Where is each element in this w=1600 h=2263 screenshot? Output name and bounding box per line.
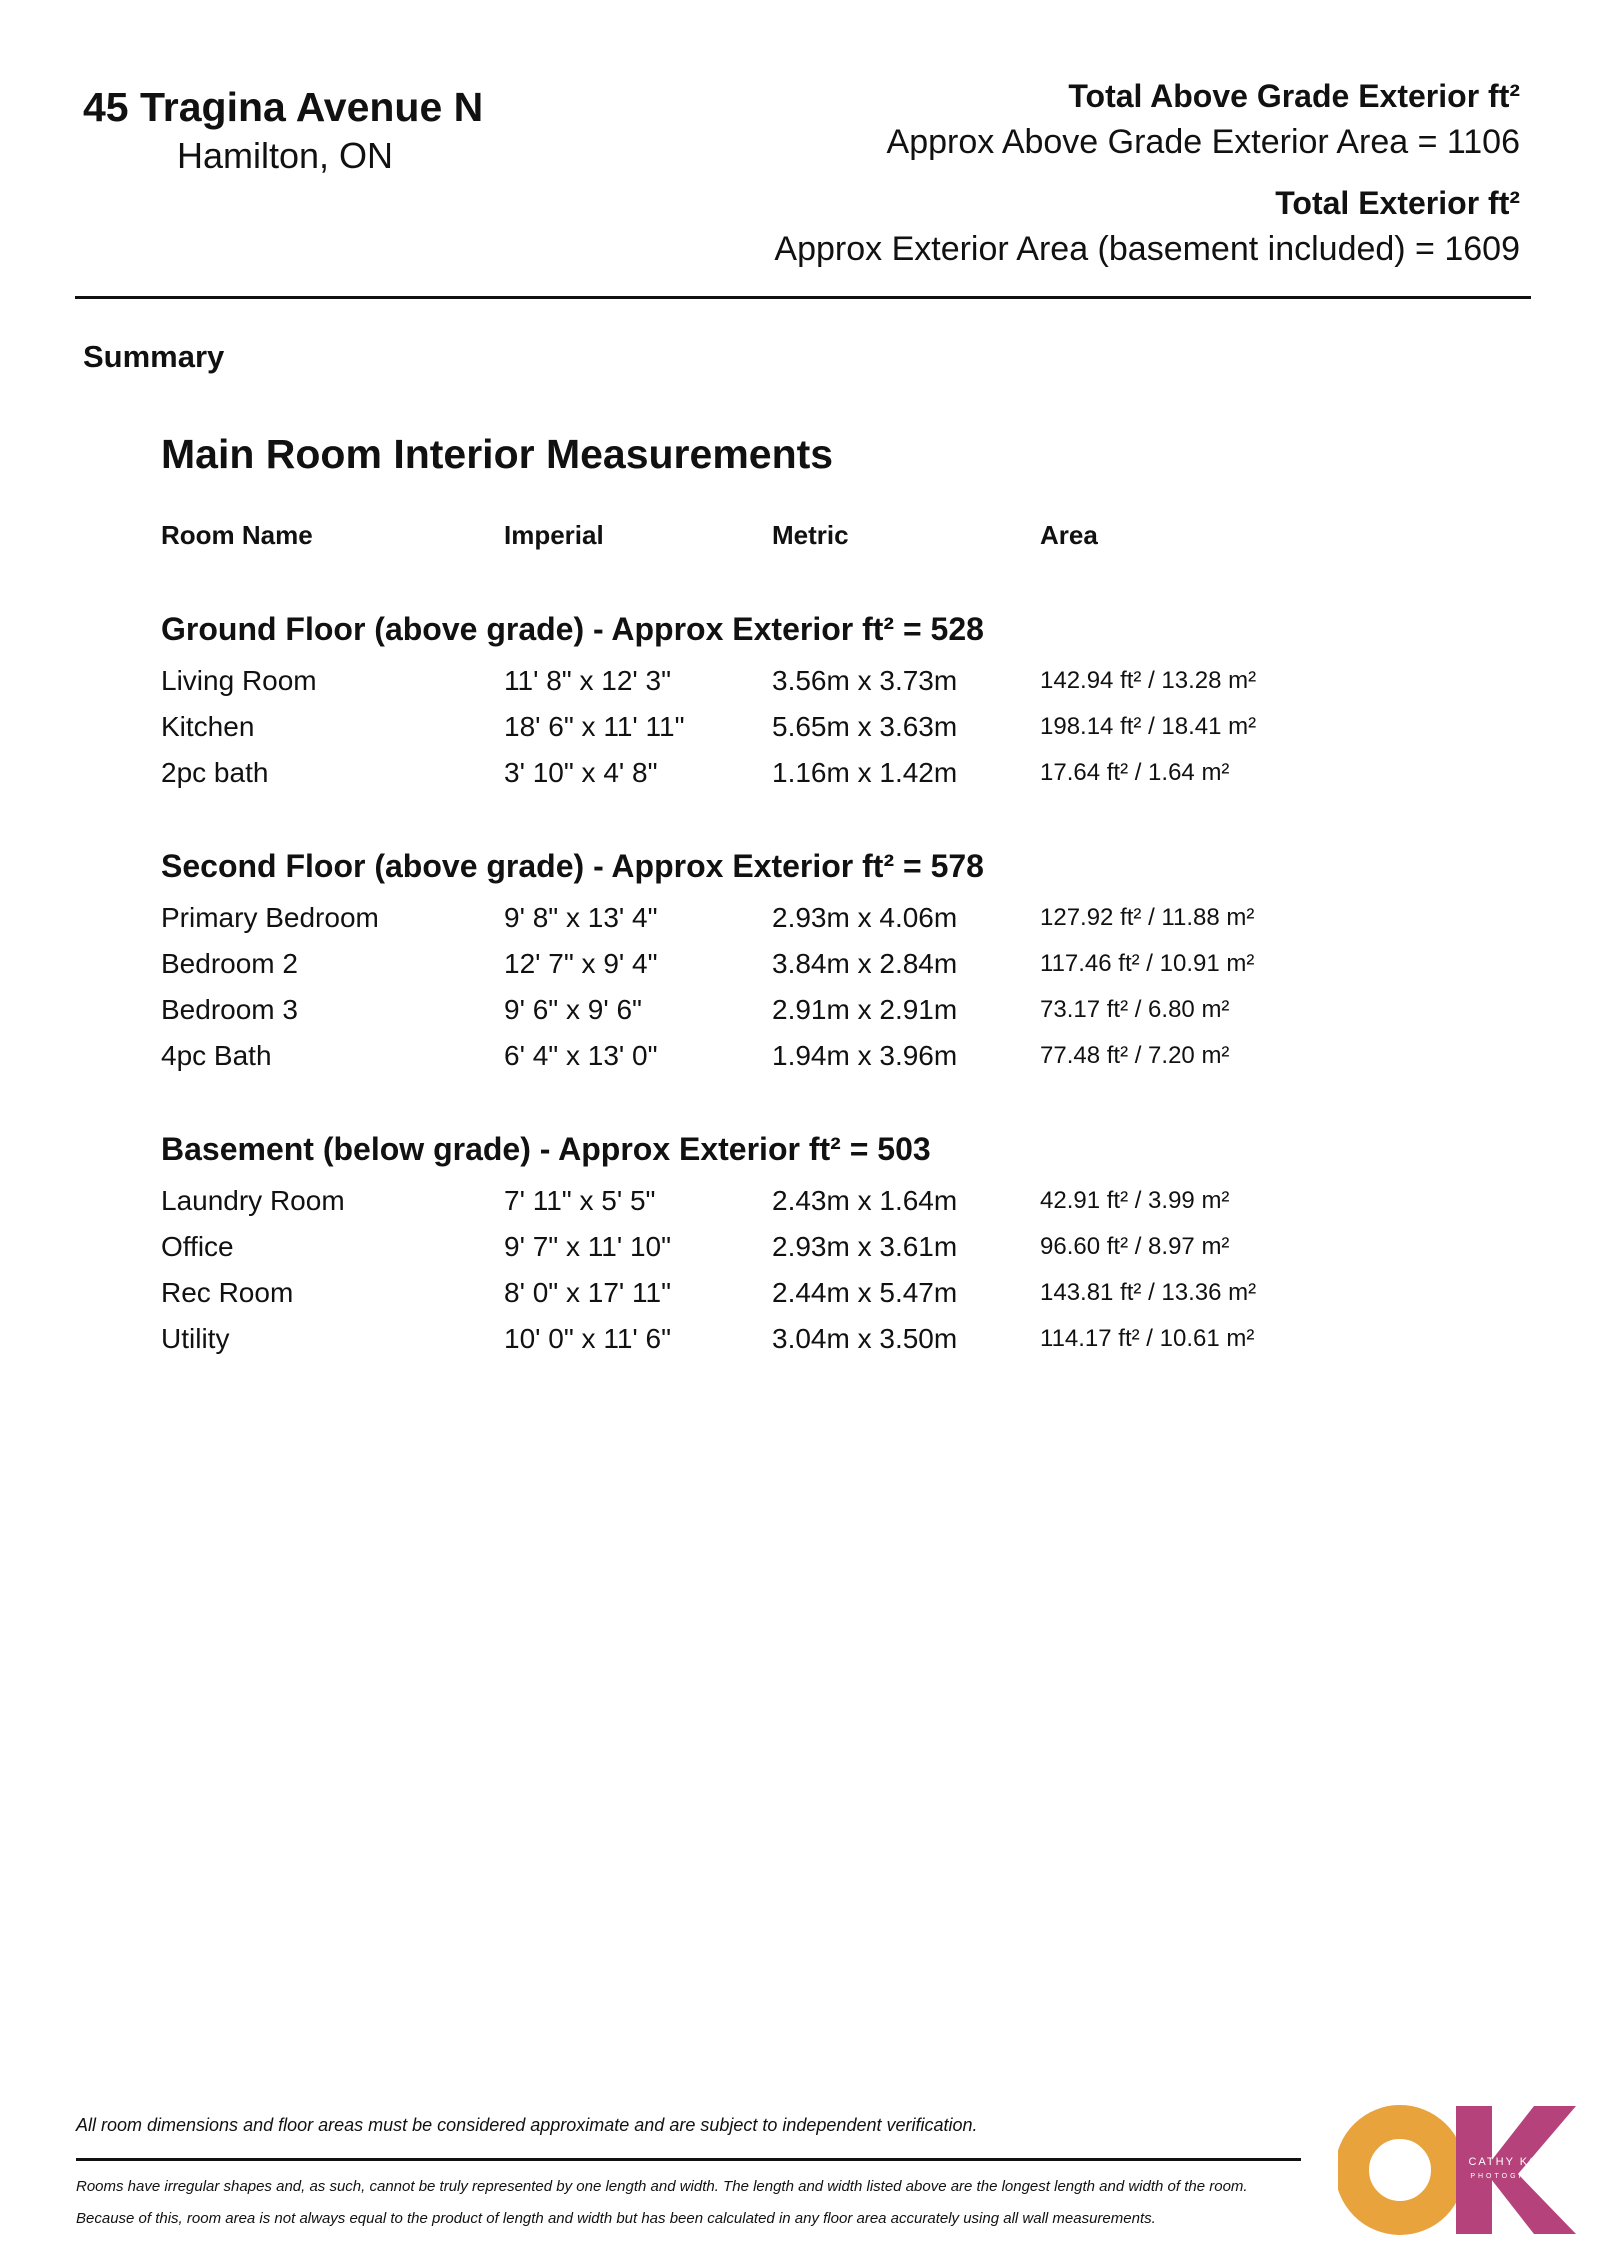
- room-name: Rec Room: [161, 1277, 294, 1308]
- room-name: Utility: [161, 1323, 230, 1354]
- footer-fine-print-2: Because of this, room area is not always equal to the product of length and width but has been calculated in any floor area accurately using all wall measurements.: [76, 2210, 1156, 2227]
- room-area: 117.46 ft² / 10.91 m²: [1040, 950, 1255, 977]
- table-row: [161, 750, 1461, 796]
- room-area: 127.92 ft² / 11.88 m²: [1040, 904, 1255, 931]
- room-imperial: 6' 4" x 13' 0": [504, 1040, 658, 1071]
- room-area: 17.64 ft² / 1.64 m²: [1040, 759, 1230, 786]
- room-name: Primary Bedroom: [161, 902, 379, 933]
- room-metric: 3.56m x 3.73m: [772, 665, 958, 696]
- column-header-room-name: Room Name: [161, 519, 313, 550]
- section-basement: [161, 1129, 1461, 1362]
- room-imperial: 9' 7" x 11' 10": [504, 1231, 672, 1262]
- room-area: 96.60 ft² / 8.97 m²: [1040, 1233, 1230, 1260]
- room-area: 114.17 ft² / 10.61 m²: [1040, 1325, 1255, 1352]
- total-exterior-title: Total Exterior ft²: [1275, 185, 1520, 221]
- room-imperial: 10' 0" x 11' 6": [504, 1323, 672, 1354]
- room-imperial: 7' 11" x 5' 5": [504, 1185, 656, 1216]
- room-metric: 2.93m x 3.61m: [772, 1231, 958, 1262]
- room-name: Living Room: [161, 665, 317, 696]
- room-name: Bedroom 3: [161, 994, 298, 1025]
- room-metric: 2.43m x 1.64m: [772, 1185, 958, 1216]
- header-divider: [75, 296, 1531, 299]
- section-title: Ground Floor (above grade) - Approx Exterior ft² = 528: [161, 611, 984, 647]
- room-name: Kitchen: [161, 711, 255, 742]
- svg-text:PHOTOGRAPHY: PHOTOGRAPHY: [1470, 2173, 1558, 2180]
- room-metric: 2.44m x 5.47m: [772, 1277, 958, 1308]
- footer-disclaimer: All room dimensions and floor areas must be considered approximate and are subject to independent verification.: [76, 2115, 978, 2135]
- total-exterior-value: Approx Exterior Area (basement included) = 1609: [774, 230, 1520, 268]
- address-street: 45 Tragina Avenue N: [83, 84, 484, 130]
- svg-text:CATHY KOOP: CATHY KOOP: [1468, 2156, 1560, 2168]
- room-name: Bedroom 2: [161, 948, 298, 979]
- room-area: 73.17 ft² / 6.80 m²: [1040, 996, 1230, 1023]
- room-area: 143.81 ft² / 13.36 m²: [1040, 1279, 1257, 1306]
- table-row: [161, 941, 1461, 987]
- above-grade-value: Approx Above Grade Exterior Area = 1106: [886, 123, 1520, 161]
- footer-divider: [76, 2158, 1301, 2161]
- section-title: Second Floor (above grade) - Approx Exterior ft² = 578: [161, 848, 984, 884]
- table-row: [161, 1033, 1461, 1079]
- table-row: [161, 1316, 1461, 1362]
- table-row: [161, 1178, 1461, 1224]
- room-imperial: 9' 8" x 13' 4": [504, 902, 658, 933]
- room-name: Laundry Room: [161, 1185, 345, 1216]
- room-name: Office: [161, 1231, 234, 1262]
- room-area: 77.48 ft² / 7.20 m²: [1040, 1042, 1230, 1069]
- room-metric: 1.16m x 1.42m: [772, 757, 958, 788]
- table-row: [161, 987, 1461, 1033]
- table-row: [161, 704, 1461, 750]
- column-header-metric: Metric: [772, 519, 849, 550]
- section-title: Basement (below grade) - Approx Exterior ft² = 503: [161, 1131, 931, 1167]
- table-header: [161, 515, 1461, 555]
- room-imperial: 18' 6" x 11' 11": [504, 711, 685, 742]
- measurements-title: Main Room Interior Measurements: [161, 431, 834, 477]
- measurements-table: [161, 515, 1461, 1412]
- room-metric: 2.93m x 4.06m: [772, 902, 958, 933]
- column-header-area: Area: [1040, 519, 1098, 550]
- room-area: 142.94 ft² / 13.28 m²: [1040, 667, 1257, 694]
- room-imperial: 8' 0" x 17' 11": [504, 1277, 672, 1308]
- room-metric: 2.91m x 2.91m: [772, 994, 958, 1025]
- column-header-imperial: Imperial: [504, 519, 604, 550]
- room-area: 198.14 ft² / 18.41 m²: [1040, 713, 1257, 740]
- room-imperial: 11' 8" x 12' 3": [504, 665, 672, 696]
- above-grade-title: Total Above Grade Exterior ft²: [1068, 78, 1520, 114]
- room-metric: 3.84m x 2.84m: [772, 948, 958, 979]
- room-metric: 3.04m x 3.50m: [772, 1323, 958, 1354]
- table-row: [161, 1224, 1461, 1270]
- address-city: Hamilton, ON: [176, 135, 394, 176]
- summary-label: Summary: [83, 339, 225, 374]
- table-row: [161, 658, 1461, 704]
- room-imperial: 9' 6" x 9' 6": [504, 994, 642, 1025]
- room-name: 2pc bath: [161, 757, 269, 788]
- room-imperial: 12' 7" x 9' 4": [504, 948, 658, 979]
- room-metric: 5.65m x 3.63m: [772, 711, 958, 742]
- table-row: [161, 1270, 1461, 1316]
- table-row: [161, 895, 1461, 941]
- room-imperial: 3' 10" x 4' 8": [504, 757, 658, 788]
- room-area: 42.91 ft² / 3.99 m²: [1040, 1187, 1230, 1214]
- room-name: 4pc Bath: [161, 1040, 272, 1071]
- footer-fine-print-1: Rooms have irregular shapes and, as such, cannot be truly represented by one length and width. The length and width listed above are the longest length and width of the room.: [76, 2178, 1248, 2195]
- room-metric: 1.94m x 3.96m: [772, 1040, 958, 1071]
- section-second-floor: [161, 846, 1461, 1079]
- cathy-koop-logo: [1338, 2098, 1578, 2238]
- section-ground-floor: [161, 609, 1461, 796]
